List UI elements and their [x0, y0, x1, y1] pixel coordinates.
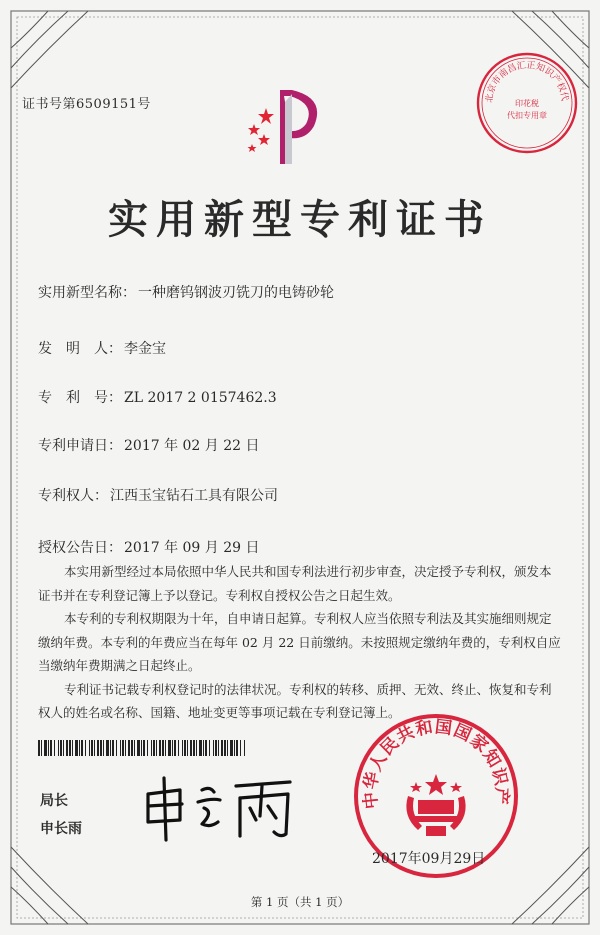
barcode-bar [63, 740, 64, 756]
barcode-bar [58, 740, 59, 756]
barcode-bar [184, 740, 186, 756]
certificate-number: 证书号第6509151号 [22, 97, 151, 112]
agency-seal-stamp [474, 50, 580, 156]
barcode-bar [172, 740, 173, 756]
filing-date-value: 2017 年 02 月 22 日 [124, 438, 260, 454]
barcode-bar [97, 740, 99, 756]
barcode-bar [75, 740, 78, 756]
barcode-bar [190, 740, 192, 756]
barcode-bar [178, 740, 179, 756]
barcode-bar [162, 740, 164, 756]
barcode-bar [174, 740, 176, 756]
svg-text:中华人民共和国国家知识产权局: 中华人民共和国国家知识产 [360, 717, 512, 810]
barcode-bar [44, 740, 47, 756]
barcode-bar [213, 740, 214, 756]
barcode-bar [165, 740, 166, 756]
barcode-bar [236, 740, 238, 756]
patent-number-value: ZL 2017 2 0157462.3 [124, 390, 277, 406]
barcode-bar [221, 740, 223, 756]
certificate-body [38, 560, 562, 725]
svg-text:代扣专用章: 代扣专用章 [507, 111, 547, 120]
barcode-bar [91, 740, 93, 756]
barcode-bar [79, 740, 80, 756]
barcode-bar [116, 740, 117, 756]
patent-number-label: 专 利 号： [38, 390, 122, 406]
barcode-bar [110, 740, 111, 756]
barcode-bar [156, 740, 157, 756]
barcode-bar [137, 740, 140, 756]
barcode-bar [196, 740, 197, 756]
barcode-bar [199, 740, 202, 756]
inventor-row [38, 338, 166, 358]
barcode-bar [89, 740, 90, 756]
inventor-value: 李金宝 [124, 341, 166, 357]
utility-model-name-row [38, 282, 334, 302]
filing-date-row [38, 435, 260, 455]
barcode-bar [147, 740, 148, 756]
svg-text:北京市南昌汇正知识产权代理事务所: 北京市南昌汇正知识产权代 [484, 60, 570, 104]
page-number: 第 1 页（共 1 页） [250, 895, 350, 909]
grant-date-value: 2017 年 09 月 29 日 [124, 540, 260, 556]
barcode-bar [112, 740, 114, 756]
barcode-bar [209, 740, 210, 756]
patent-number-row [38, 387, 277, 407]
barcode-bar [203, 740, 204, 756]
barcode-bar [187, 740, 188, 756]
barcode-bar [122, 740, 124, 756]
barcode-bar [60, 740, 62, 756]
body-paragraph-2: 本专利的专利权期限为十年，自申请日起算。专利权人应当依照专利法及其实施细则规定缴纳年费。本专利的年费应当在每年 02 月 22 日前缴纳。未按照规定缴纳年费的，专利权自应当缴纳年费期满之日起终止。 [38, 611, 561, 673]
sipo-logo-icon [232, 86, 330, 168]
barcode-bar [66, 740, 68, 756]
patentee-value: 江西玉宝钻石工具有限公司 [110, 488, 278, 504]
barcode-bar [128, 740, 130, 756]
barcode-bar [85, 740, 86, 756]
inventor-label: 发 明 人： [38, 341, 122, 357]
barcode-bar [234, 740, 235, 756]
utility-model-name-label: 实用新型名称： [38, 285, 136, 301]
barcode-bar [159, 740, 161, 756]
barcode-bar [218, 740, 219, 756]
patentee-row [38, 485, 278, 505]
svg-text:印花税: 印花税 [515, 99, 539, 108]
barcode-bar [151, 740, 152, 756]
grant-date-row [38, 537, 260, 557]
barcode [38, 740, 248, 756]
director-name: 申长雨 [40, 821, 82, 837]
barcode-bar [141, 740, 142, 756]
filing-date-label: 专利申请日： [38, 438, 122, 454]
body-paragraph-3: 专利证书记载专利权登记时的法律状况。专利权的转移、质押、无效、终止、恢复和专利权人的姓名或名称、国籍、地址变更等事项记载在专利登记簿上。 [38, 681, 552, 720]
barcode-bar [143, 740, 145, 756]
barcode-bar [38, 740, 40, 756]
barcode-bar [72, 740, 73, 756]
barcode-bar [131, 740, 133, 756]
barcode-bar [120, 740, 121, 756]
body-paragraph-1: 本实用新型经过本局依照中华人民共和国专利法进行初步审查，决定授予专利权，颁发本证书并在专利登记簿上予以登记。专利权自授权公告之日起生效。 [38, 564, 552, 603]
barcode-bar [41, 740, 42, 756]
utility-model-name: 一种磨钨钢波刃铣刀的电铸砂轮 [138, 285, 334, 301]
barcode-bar [94, 740, 95, 756]
barcode-bar [168, 740, 171, 756]
barcode-bar [134, 740, 135, 756]
certificate-title: 实用新型专利证书 [108, 196, 492, 243]
barcode-bar [54, 740, 55, 756]
barcode-bar [230, 740, 233, 756]
grant-date-label: 授权公告日： [38, 540, 122, 556]
barcode-bar [48, 740, 49, 756]
barcode-bar [224, 740, 226, 756]
barcode-bar [244, 740, 245, 756]
barcode-bar [193, 740, 195, 756]
barcode-bar [100, 740, 102, 756]
seal-date: 2017年09月29日 [372, 851, 486, 867]
barcode-bar [153, 740, 155, 756]
barcode-bar [227, 740, 228, 756]
barcode-bar [106, 740, 109, 756]
barcode-bar [240, 740, 241, 756]
barcode-bar [50, 740, 52, 756]
director-title: 局长 [40, 793, 68, 809]
barcode-bar [215, 740, 217, 756]
barcode-bar [182, 740, 183, 756]
barcode-bar [69, 740, 71, 756]
patentee-label: 专利权人： [38, 488, 108, 504]
barcode-bar [125, 740, 126, 756]
director-signature [140, 772, 300, 844]
barcode-bar [81, 740, 83, 756]
barcode-bar [103, 740, 104, 756]
barcode-bar [205, 740, 207, 756]
